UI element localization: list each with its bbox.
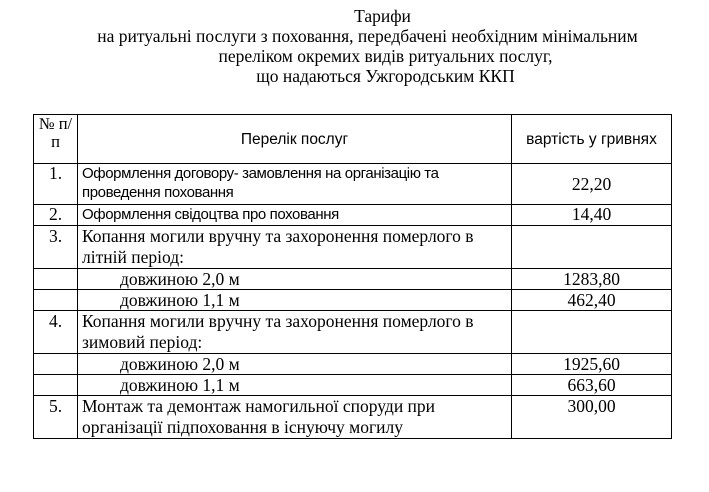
service-price: 663,60 xyxy=(512,375,672,396)
table-row xyxy=(34,164,672,205)
service-price: 14,40 xyxy=(512,205,672,226)
row-number: 5. xyxy=(34,396,78,439)
document-subtitle-line-1: на ритуальні послуги з поховання, передбачені необхідним мінімальним xyxy=(97,26,638,46)
table-row xyxy=(34,290,672,311)
row-number xyxy=(34,269,78,290)
table-row xyxy=(34,226,672,269)
column-header-number: № п/п xyxy=(34,115,78,164)
table-row xyxy=(34,269,672,290)
service-price: 1283,80 xyxy=(512,269,672,290)
service-name: Копання могили вручну та захоронення померлого в зимовий період: xyxy=(78,311,512,354)
service-name: Оформлення договору- замовлення на організацію та проведення поховання xyxy=(78,164,512,205)
service-name: Монтаж та демонтаж намогильної споруди при організації підпоховання в існуючу могилу xyxy=(78,396,512,439)
service-name: довжиною 1,1 м xyxy=(78,290,512,311)
table-row xyxy=(34,396,672,439)
service-price: 462,40 xyxy=(512,290,672,311)
document-subtitle-line-3: що надаються Ужгородським ККП xyxy=(256,66,515,86)
row-number xyxy=(34,290,78,311)
table-row xyxy=(34,311,672,354)
row-number: 1. xyxy=(34,164,78,205)
column-header-price: вартість у гривнях xyxy=(512,115,672,164)
table-row xyxy=(34,375,672,396)
service-name: Копання могили вручну та захоронення померлого в літній період: xyxy=(78,226,512,269)
row-number: 3. xyxy=(34,226,78,269)
document-subtitle-line-2: переліком окремих видів ритуальних послуг, xyxy=(218,46,553,66)
table-header-row xyxy=(34,115,672,164)
table-row xyxy=(34,205,672,226)
service-price: 300,00 xyxy=(512,396,672,439)
service-name: довжиною 2,0 м xyxy=(78,354,512,375)
document-title: Тарифи xyxy=(354,6,411,26)
service-name: Оформлення свідоцтва про поховання xyxy=(78,205,512,226)
service-name: довжиною 2,0 м xyxy=(78,269,512,290)
service-price xyxy=(512,311,672,354)
document-title-block xyxy=(0,6,709,86)
column-header-services: Перелік послуг xyxy=(78,115,512,164)
row-number xyxy=(34,354,78,375)
service-price: 1925,60 xyxy=(512,354,672,375)
service-price xyxy=(512,226,672,269)
row-number: 2. xyxy=(34,205,78,226)
tariff-table xyxy=(33,114,672,439)
service-price: 22,20 xyxy=(512,164,672,205)
row-number xyxy=(34,375,78,396)
table-row xyxy=(34,354,672,375)
row-number: 4. xyxy=(34,311,78,354)
service-name: довжиною 1,1 м xyxy=(78,375,512,396)
